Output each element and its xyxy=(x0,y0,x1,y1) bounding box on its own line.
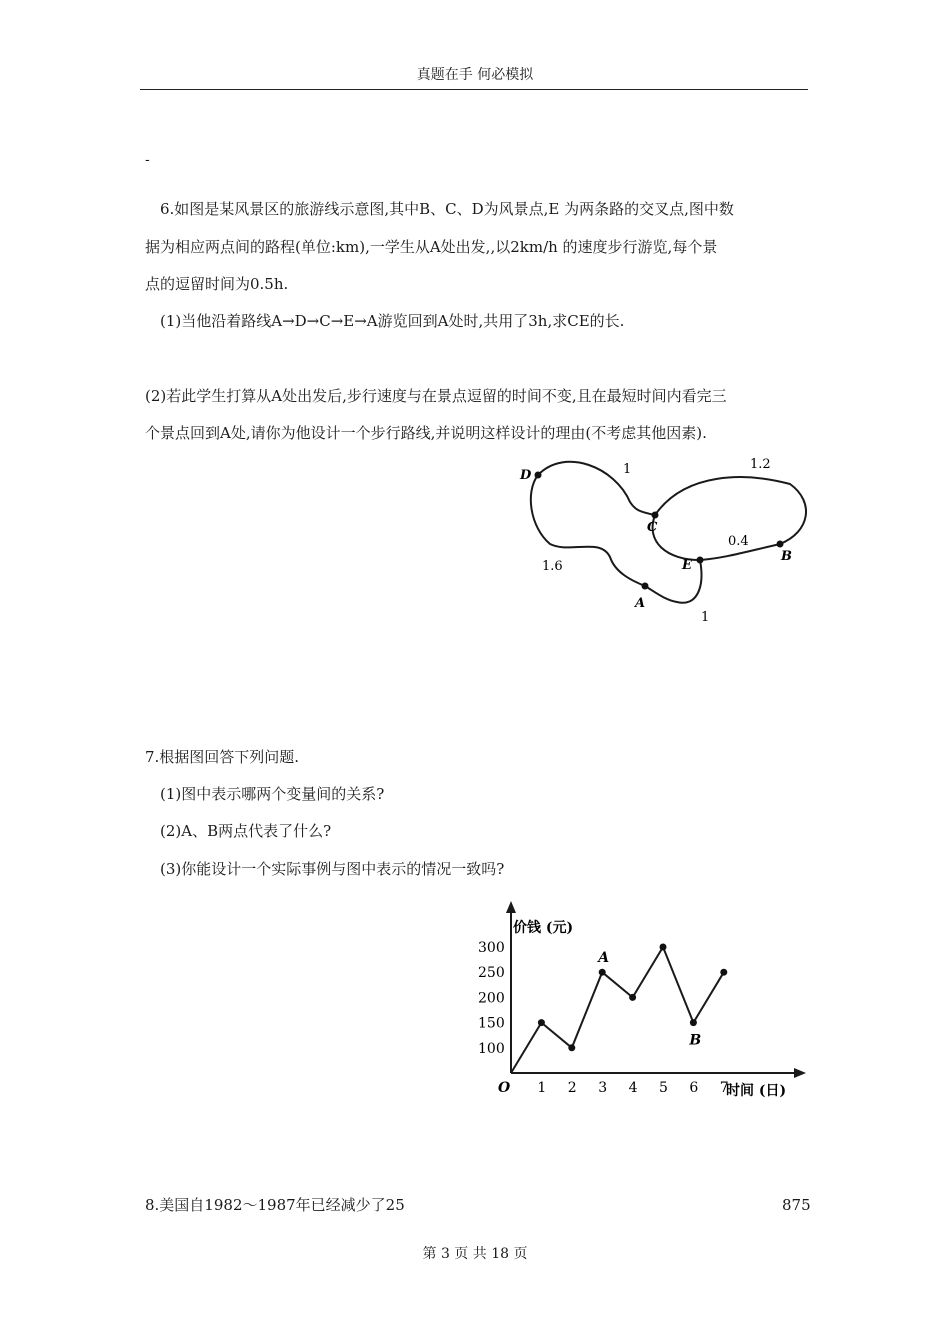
data-point xyxy=(599,969,606,976)
point-b xyxy=(777,541,784,548)
q8-right-number: 875 xyxy=(782,1196,811,1214)
x-tick-label: 7 xyxy=(719,1080,729,1096)
q7-part-3: (3)你能设计一个实际事例与图中表示的情况一致吗? xyxy=(160,860,505,878)
q6-part-2-line-2: 个景点回到A处,请你为他设计一个步行路线,并说明这样设计的理由(不考虑其他因素). xyxy=(145,424,707,442)
distance-da: 1.6 xyxy=(542,559,563,574)
label-a: A xyxy=(635,596,646,611)
point-a xyxy=(642,583,649,590)
q7-title: 7.根据图回答下列问题. xyxy=(145,748,300,766)
header-rule xyxy=(140,89,808,90)
page-footer: 第 3 页 共 18 页 xyxy=(422,1246,528,1262)
distance-cb: 1.2 xyxy=(750,457,771,472)
y-tick-label: 150 xyxy=(478,1015,505,1032)
x-axis-label: 时间 (日) xyxy=(726,1083,787,1099)
data-point xyxy=(568,1044,575,1051)
annotation-b: B xyxy=(689,1032,702,1049)
point-d xyxy=(535,472,542,479)
x-tick-label: 3 xyxy=(598,1080,608,1096)
data-point xyxy=(538,1019,545,1026)
x-tick-label: 5 xyxy=(659,1080,668,1096)
x-axis-arrow xyxy=(794,1068,806,1078)
annotation-a: A xyxy=(598,950,610,967)
series-line xyxy=(511,947,724,1073)
label-e: E xyxy=(682,558,692,573)
distance-ae: 1 xyxy=(701,610,710,625)
q6-part-1: (1)当他沿着路线A→D→C→E→A游览回到A处时,共用了3h,求CE的长. xyxy=(160,312,625,330)
y-tick-label: 250 xyxy=(478,965,505,982)
x-tick-label: 4 xyxy=(628,1080,638,1096)
x-tick-label: 6 xyxy=(689,1080,699,1096)
q8-text: 8.美国自1982～1987年已经减少了25 xyxy=(145,1196,405,1214)
q6-line-1: 6.如图是某风景区的旅游线示意图,其中B、C、D为风景点,E 为两条路的交叉点,图中数 xyxy=(160,200,734,218)
route-map-figure xyxy=(505,452,810,628)
label-c: C xyxy=(647,520,658,535)
x-tick-label: 2 xyxy=(567,1080,577,1096)
x-tick-label: 1 xyxy=(537,1080,547,1096)
stray-mark: - xyxy=(145,152,150,168)
y-axis-arrow xyxy=(506,901,516,913)
price-line-chart xyxy=(470,895,815,1105)
point-e xyxy=(697,557,704,564)
label-b: B xyxy=(781,549,792,564)
origin-label: O xyxy=(498,1080,511,1096)
q6-line-2: 据为相应两点间的路程(单位:km),一学生从A处出发,,以2km/h 的速度步行游览,每个景 xyxy=(145,238,718,256)
q7-part-1: (1)图中表示哪两个变量间的关系? xyxy=(160,785,385,803)
data-point xyxy=(690,1019,697,1026)
q6-part-2-line-1: (2)若此学生打算从A处出发后,步行速度与在景点逗留的时间不变,且在最短时间内看完三 xyxy=(145,387,727,405)
y-tick-label: 300 xyxy=(478,940,505,956)
q7-part-2: (2)A、B两点代表了什么? xyxy=(160,822,332,840)
data-point xyxy=(629,994,636,1001)
q6-line-3: 点的逗留时间为0.5h. xyxy=(145,275,289,293)
page-header-title: 真题在手 何必模拟 xyxy=(416,67,534,83)
data-point xyxy=(660,944,667,951)
y-tick-label: 200 xyxy=(478,990,505,1007)
point-c xyxy=(652,512,659,519)
distance-dc: 1 xyxy=(623,462,632,477)
y-axis-label: 价钱 (元) xyxy=(513,920,574,936)
data-point xyxy=(720,969,727,976)
y-tick-label: 100 xyxy=(478,1040,505,1057)
label-d: D xyxy=(520,468,532,483)
distance-eb: 0.4 xyxy=(728,534,749,549)
